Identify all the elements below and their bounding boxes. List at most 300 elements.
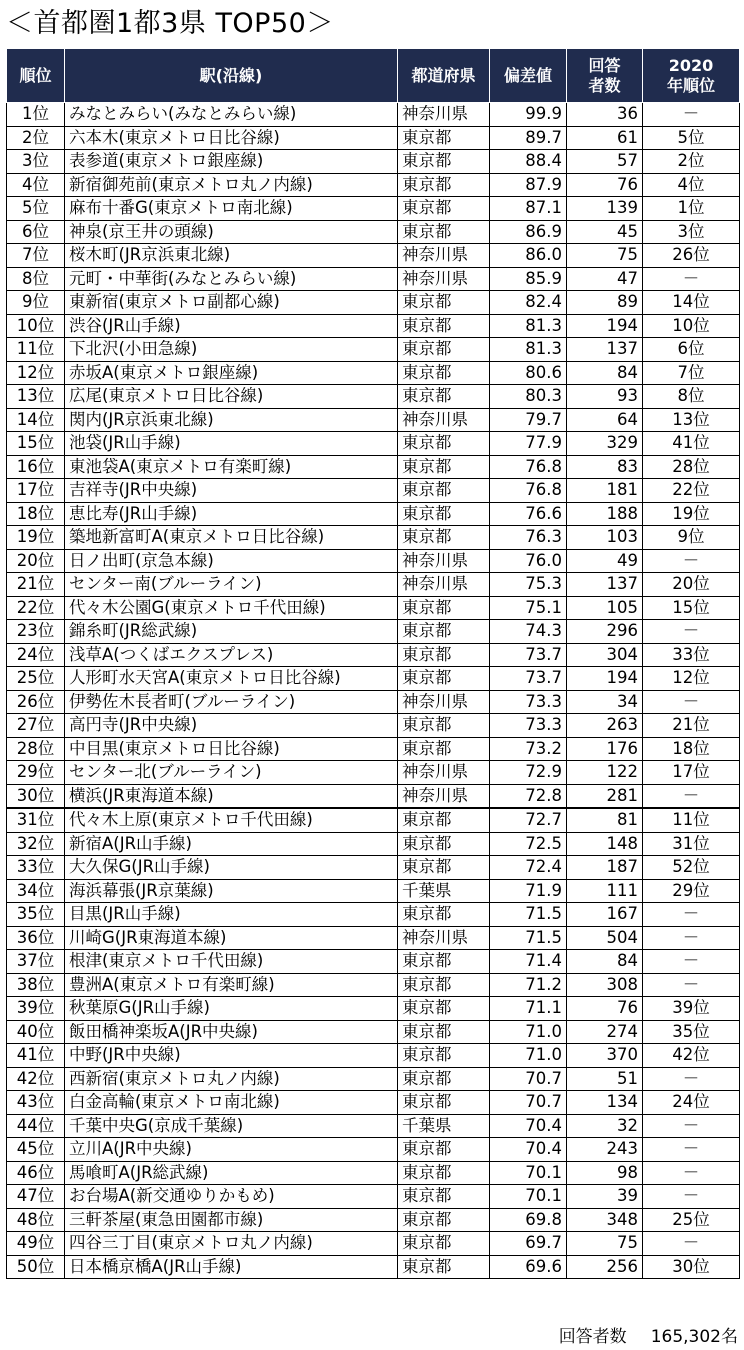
rank-cell: 34位 (7, 879, 65, 903)
prefecture-cell: 東京都 (398, 903, 490, 927)
station-cell: 恵比寿(JR山手線) (65, 502, 398, 526)
station-cell: 三軒茶屋(東急田園都市線) (65, 1208, 398, 1232)
station-cell: 築地新富町A(東京メトロ日比谷線) (65, 526, 398, 550)
deviation-cell: 71.1 (490, 997, 567, 1021)
rank-cell: 10位 (7, 314, 65, 338)
prefecture-cell: 東京都 (398, 361, 490, 385)
deviation-cell: 73.3 (490, 690, 567, 714)
rank-cell: 3位 (7, 150, 65, 174)
respondents-cell: 296 (567, 620, 643, 644)
rank-cell: 41位 (7, 1044, 65, 1068)
header-deviation: 偏差値 (490, 49, 567, 103)
prev-rank-cell: － (643, 1161, 740, 1185)
prev-rank-cell: 7位 (643, 361, 740, 385)
station-cell: 桜木町(JR京浜東北線) (65, 244, 398, 268)
deviation-cell: 73.7 (490, 643, 567, 667)
station-cell: 根津(東京メトロ千代田線) (65, 950, 398, 974)
table-row (7, 1044, 740, 1068)
table-row (7, 479, 740, 503)
respondents-cell: 47 (567, 267, 643, 291)
prev-rank-cell: － (643, 784, 740, 808)
table-row (7, 856, 740, 880)
prefecture-cell: 東京都 (398, 950, 490, 974)
station-cell: 千葉中央G(京成千葉線) (65, 1114, 398, 1138)
station-cell: 元町・中華街(みなとみらい線) (65, 267, 398, 291)
table-row (7, 385, 740, 409)
prefecture-cell: 神奈川県 (398, 926, 490, 950)
station-cell: 大久保G(JR山手線) (65, 856, 398, 880)
rank-cell: 9位 (7, 291, 65, 315)
rank-cell: 29位 (7, 761, 65, 785)
prev-rank-cell: 41位 (643, 432, 740, 456)
table-row (7, 643, 740, 667)
respondents-cell: 98 (567, 1161, 643, 1185)
header-rank: 順位 (7, 49, 65, 103)
rank-cell: 1位 (7, 103, 65, 127)
prev-rank-cell: － (643, 950, 740, 974)
table-row (7, 1114, 740, 1138)
respondents-cell: 243 (567, 1138, 643, 1162)
table-row (7, 903, 740, 927)
respondents-cell: 139 (567, 197, 643, 221)
respondents-cell: 34 (567, 690, 643, 714)
prefecture-cell: 東京都 (398, 432, 490, 456)
deviation-cell: 70.4 (490, 1138, 567, 1162)
respondents-cell: 93 (567, 385, 643, 409)
station-cell: 日ノ出町(京急本線) (65, 549, 398, 573)
rank-cell: 5位 (7, 197, 65, 221)
deviation-cell: 73.3 (490, 714, 567, 738)
respondents-cell: 32 (567, 1114, 643, 1138)
prefecture-cell: 東京都 (398, 126, 490, 150)
prev-rank-cell: 19位 (643, 502, 740, 526)
prev-rank-cell: － (643, 1185, 740, 1209)
rank-cell: 15位 (7, 432, 65, 456)
prefecture-cell: 東京都 (398, 1020, 490, 1044)
rank-cell: 18位 (7, 502, 65, 526)
respondents-cell: 134 (567, 1091, 643, 1115)
station-cell: 新宿御苑前(東京メトロ丸ノ内線) (65, 173, 398, 197)
rank-cell: 17位 (7, 479, 65, 503)
deviation-cell: 86.9 (490, 220, 567, 244)
respondents-cell: 304 (567, 643, 643, 667)
station-cell: 広尾(東京メトロ日比谷線) (65, 385, 398, 409)
deviation-cell: 80.6 (490, 361, 567, 385)
prefecture-cell: 東京都 (398, 1138, 490, 1162)
table-row (7, 573, 740, 597)
prev-rank-cell: 33位 (643, 643, 740, 667)
table-row (7, 784, 740, 808)
deviation-cell: 72.5 (490, 832, 567, 856)
prefecture-cell: 東京都 (398, 1208, 490, 1232)
station-cell: 代々木上原(東京メトロ千代田線) (65, 808, 398, 832)
respondents-cell: 504 (567, 926, 643, 950)
table-row (7, 950, 740, 974)
prev-rank-cell: 25位 (643, 1208, 740, 1232)
respondents-cell: 370 (567, 1044, 643, 1068)
prefecture-cell: 東京都 (398, 973, 490, 997)
table-row (7, 1208, 740, 1232)
respondents-cell: 274 (567, 1020, 643, 1044)
rank-cell: 37位 (7, 950, 65, 974)
prefecture-cell: 東京都 (398, 1232, 490, 1256)
prev-rank-cell: 12位 (643, 667, 740, 691)
prefecture-cell: 東京都 (398, 1091, 490, 1115)
station-cell: 西新宿(東京メトロ丸ノ内線) (65, 1067, 398, 1091)
rank-cell: 30位 (7, 784, 65, 808)
rank-cell: 28位 (7, 737, 65, 761)
respondents-cell: 348 (567, 1208, 643, 1232)
prev-rank-cell: 22位 (643, 479, 740, 503)
table-row (7, 1255, 740, 1279)
prefecture-cell: 東京都 (398, 338, 490, 362)
rank-cell: 40位 (7, 1020, 65, 1044)
respondents-cell: 187 (567, 856, 643, 880)
prev-rank-cell: 39位 (643, 997, 740, 1021)
table-row (7, 1161, 740, 1185)
prev-rank-cell: 5位 (643, 126, 740, 150)
respondents-cell: 39 (567, 1185, 643, 1209)
prev-rank-cell: － (643, 926, 740, 950)
table-row (7, 150, 740, 174)
table-row (7, 338, 740, 362)
prefecture-cell: 神奈川県 (398, 690, 490, 714)
station-cell: 横浜(JR東海道本線) (65, 784, 398, 808)
prev-rank-cell: 30位 (643, 1255, 740, 1279)
station-cell: 下北沢(小田急線) (65, 338, 398, 362)
table-row (7, 197, 740, 221)
prev-rank-cell: 2位 (643, 150, 740, 174)
total-respondents (559, 1322, 738, 1347)
respondents-cell: 263 (567, 714, 643, 738)
table-row (7, 267, 740, 291)
rank-cell: 50位 (7, 1255, 65, 1279)
rank-cell: 49位 (7, 1232, 65, 1256)
station-cell: 中目黒(東京メトロ日比谷線) (65, 737, 398, 761)
table-row (7, 526, 740, 550)
station-cell: 新宿A(JR山手線) (65, 832, 398, 856)
respondents-cell: 256 (567, 1255, 643, 1279)
station-cell: 伊勢佐木長者町(ブルーライン) (65, 690, 398, 714)
prev-rank-cell: 52位 (643, 856, 740, 880)
deviation-cell: 71.0 (490, 1020, 567, 1044)
prefecture-cell: 東京都 (398, 643, 490, 667)
deviation-cell: 73.2 (490, 737, 567, 761)
rank-cell: 38位 (7, 973, 65, 997)
table-row (7, 1067, 740, 1091)
prefecture-cell: 東京都 (398, 997, 490, 1021)
prev-rank-cell: 9位 (643, 526, 740, 550)
station-cell: 東池袋A(東京メトロ有楽町線) (65, 455, 398, 479)
prefecture-cell: 東京都 (398, 856, 490, 880)
station-cell: センター南(ブルーライン) (65, 573, 398, 597)
prev-rank-cell: － (643, 690, 740, 714)
station-cell: 麻布十番G(東京メトロ南北線) (65, 197, 398, 221)
table-row (7, 737, 740, 761)
prev-rank-cell: － (643, 1114, 740, 1138)
station-cell: 豊洲A(東京メトロ有楽町線) (65, 973, 398, 997)
station-cell: 東新宿(東京メトロ副都心線) (65, 291, 398, 315)
rank-cell: 44位 (7, 1114, 65, 1138)
respondents-cell: 83 (567, 455, 643, 479)
prefecture-cell: 神奈川県 (398, 761, 490, 785)
respondents-cell: 137 (567, 338, 643, 362)
deviation-cell: 70.7 (490, 1067, 567, 1091)
prev-rank-cell: 8位 (643, 385, 740, 409)
deviation-cell: 76.8 (490, 479, 567, 503)
prev-rank-cell: － (643, 103, 740, 127)
prev-rank-cell: 21位 (643, 714, 740, 738)
prefecture-cell: 東京都 (398, 385, 490, 409)
deviation-cell: 70.1 (490, 1185, 567, 1209)
rank-cell: 31位 (7, 808, 65, 832)
station-cell: 馬喰町A(JR総武線) (65, 1161, 398, 1185)
prev-rank-cell: 35位 (643, 1020, 740, 1044)
rank-cell: 36位 (7, 926, 65, 950)
rank-cell: 2位 (7, 126, 65, 150)
prefecture-cell: 東京都 (398, 197, 490, 221)
respondents-cell: 103 (567, 526, 643, 550)
rank-cell: 48位 (7, 1208, 65, 1232)
respondents-cell: 64 (567, 408, 643, 432)
table-row (7, 455, 740, 479)
station-cell: お台場A(新交通ゆりかもめ) (65, 1185, 398, 1209)
table-row (7, 808, 740, 832)
deviation-cell: 70.4 (490, 1114, 567, 1138)
prefecture-cell: 神奈川県 (398, 573, 490, 597)
rank-cell: 26位 (7, 690, 65, 714)
station-cell: 人形町水天宮A(東京メトロ日比谷線) (65, 667, 398, 691)
respondents-cell: 105 (567, 596, 643, 620)
table-row (7, 761, 740, 785)
deviation-cell: 75.1 (490, 596, 567, 620)
table-row (7, 1185, 740, 1209)
prev-rank-cell: － (643, 620, 740, 644)
respondents-cell: 49 (567, 549, 643, 573)
respondents-cell: 181 (567, 479, 643, 503)
respondents-cell: 194 (567, 667, 643, 691)
prefecture-cell: 東京都 (398, 150, 490, 174)
header-prefecture: 都道府県 (398, 49, 490, 103)
respondents-cell: 148 (567, 832, 643, 856)
rank-cell: 46位 (7, 1161, 65, 1185)
table-row (7, 173, 740, 197)
deviation-cell: 81.3 (490, 314, 567, 338)
deviation-cell: 71.5 (490, 903, 567, 927)
respondents-cell: 36 (567, 103, 643, 127)
rank-cell: 39位 (7, 997, 65, 1021)
rank-cell: 45位 (7, 1138, 65, 1162)
deviation-cell: 88.4 (490, 150, 567, 174)
prev-rank-cell: 29位 (643, 879, 740, 903)
table-row (7, 314, 740, 338)
deviation-cell: 70.1 (490, 1161, 567, 1185)
rank-cell: 11位 (7, 338, 65, 362)
deviation-cell: 69.7 (490, 1232, 567, 1256)
prefecture-cell: 東京都 (398, 291, 490, 315)
table-row (7, 1020, 740, 1044)
deviation-cell: 77.9 (490, 432, 567, 456)
rank-cell: 13位 (7, 385, 65, 409)
prefecture-cell: 東京都 (398, 620, 490, 644)
table-row (7, 502, 740, 526)
prev-rank-cell: 17位 (643, 761, 740, 785)
page-title: ＜首都圏1都3県 TOP50＞ (6, 8, 334, 39)
station-cell: 錦糸町(JR総武線) (65, 620, 398, 644)
deviation-cell: 86.0 (490, 244, 567, 268)
station-cell: 赤坂A(東京メトロ銀座線) (65, 361, 398, 385)
deviation-cell: 87.1 (490, 197, 567, 221)
table-row (7, 361, 740, 385)
table-row (7, 620, 740, 644)
rank-cell: 47位 (7, 1185, 65, 1209)
respondents-cell: 137 (567, 573, 643, 597)
prefecture-cell: 神奈川県 (398, 549, 490, 573)
respondents-cell: 61 (567, 126, 643, 150)
header-station: 駅(沿線) (65, 49, 398, 103)
respondents-cell: 75 (567, 1232, 643, 1256)
prev-rank-cell: － (643, 1138, 740, 1162)
table-row (7, 1091, 740, 1115)
respondents-cell: 89 (567, 291, 643, 315)
table-row (7, 432, 740, 456)
respondents-cell: 76 (567, 997, 643, 1021)
station-cell: 秋葉原G(JR山手線) (65, 997, 398, 1021)
respondents-cell: 329 (567, 432, 643, 456)
table-row (7, 103, 740, 127)
total-respondents-value: 165,302名 (650, 1327, 738, 1347)
rank-cell: 42位 (7, 1067, 65, 1091)
table-row (7, 973, 740, 997)
respondents-cell: 75 (567, 244, 643, 268)
rank-cell: 4位 (7, 173, 65, 197)
deviation-cell: 75.3 (490, 573, 567, 597)
deviation-cell: 76.0 (490, 549, 567, 573)
prev-rank-cell: 24位 (643, 1091, 740, 1115)
rank-cell: 33位 (7, 856, 65, 880)
deviation-cell: 89.7 (490, 126, 567, 150)
prefecture-cell: 神奈川県 (398, 784, 490, 808)
prev-rank-cell: 11位 (643, 808, 740, 832)
prefecture-cell: 東京都 (398, 479, 490, 503)
prefecture-cell: 東京都 (398, 502, 490, 526)
prefecture-cell: 東京都 (398, 455, 490, 479)
deviation-cell: 71.0 (490, 1044, 567, 1068)
prefecture-cell: 神奈川県 (398, 244, 490, 268)
prefecture-cell: 東京都 (398, 220, 490, 244)
prev-rank-cell: 18位 (643, 737, 740, 761)
header-respondents: 回答者数 (567, 49, 643, 103)
table-row (7, 220, 740, 244)
deviation-cell: 74.3 (490, 620, 567, 644)
header-prev-rank: 2020年順位 (643, 49, 740, 103)
deviation-cell: 99.9 (490, 103, 567, 127)
station-cell: 海浜幕張(JR京葉線) (65, 879, 398, 903)
table-row (7, 690, 740, 714)
deviation-cell: 79.7 (490, 408, 567, 432)
deviation-cell: 82.4 (490, 291, 567, 315)
respondents-cell: 45 (567, 220, 643, 244)
respondents-cell: 57 (567, 150, 643, 174)
deviation-cell: 73.7 (490, 667, 567, 691)
prefecture-cell: 東京都 (398, 714, 490, 738)
station-cell: 目黒(JR山手線) (65, 903, 398, 927)
prefecture-cell: 東京都 (398, 1161, 490, 1185)
rank-cell: 8位 (7, 267, 65, 291)
prefecture-cell: 神奈川県 (398, 103, 490, 127)
station-cell: みなとみらい(みなとみらい線) (65, 103, 398, 127)
rank-cell: 23位 (7, 620, 65, 644)
rank-cell: 6位 (7, 220, 65, 244)
deviation-cell: 71.2 (490, 973, 567, 997)
ranking-table (6, 48, 740, 1279)
respondents-cell: 51 (567, 1067, 643, 1091)
rank-cell: 16位 (7, 455, 65, 479)
table-row (7, 714, 740, 738)
respondents-cell: 188 (567, 502, 643, 526)
station-cell: 代々木公園G(東京メトロ千代田線) (65, 596, 398, 620)
prev-rank-cell: 15位 (643, 596, 740, 620)
rank-cell: 22位 (7, 596, 65, 620)
station-cell: 飯田橋神楽坂A(JR中央線) (65, 1020, 398, 1044)
station-cell: 吉祥寺(JR中央線) (65, 479, 398, 503)
station-cell: 神泉(京王井の頭線) (65, 220, 398, 244)
deviation-cell: 76.3 (490, 526, 567, 550)
prev-rank-cell: 1位 (643, 197, 740, 221)
prev-rank-cell: － (643, 973, 740, 997)
respondents-cell: 194 (567, 314, 643, 338)
prev-rank-cell: 4位 (643, 173, 740, 197)
rank-cell: 32位 (7, 832, 65, 856)
station-cell: 高円寺(JR中央線) (65, 714, 398, 738)
prefecture-cell: 東京都 (398, 1044, 490, 1068)
prev-rank-cell: － (643, 1067, 740, 1091)
station-cell: 白金高輪(東京メトロ南北線) (65, 1091, 398, 1115)
prev-rank-cell: 14位 (643, 291, 740, 315)
respondents-cell: 84 (567, 361, 643, 385)
prefecture-cell: 東京都 (398, 526, 490, 550)
table-row (7, 667, 740, 691)
rank-cell: 25位 (7, 667, 65, 691)
table-row (7, 1232, 740, 1256)
station-cell: 六本木(東京メトロ日比谷線) (65, 126, 398, 150)
station-cell: 四谷三丁目(東京メトロ丸ノ内線) (65, 1232, 398, 1256)
deviation-cell: 71.9 (490, 879, 567, 903)
deviation-cell: 70.7 (490, 1091, 567, 1115)
deviation-cell: 72.7 (490, 808, 567, 832)
table-row (7, 244, 740, 268)
table-row (7, 926, 740, 950)
prev-rank-cell: － (643, 903, 740, 927)
prev-rank-cell: 6位 (643, 338, 740, 362)
deviation-cell: 71.5 (490, 926, 567, 950)
station-cell: センター北(ブルーライン) (65, 761, 398, 785)
prev-rank-cell: 26位 (643, 244, 740, 268)
station-cell: 立川A(JR中央線) (65, 1138, 398, 1162)
station-cell: 中野(JR中央線) (65, 1044, 398, 1068)
deviation-cell: 76.6 (490, 502, 567, 526)
prefecture-cell: 千葉県 (398, 1114, 490, 1138)
table-row (7, 997, 740, 1021)
respondents-cell: 81 (567, 808, 643, 832)
rank-cell: 35位 (7, 903, 65, 927)
rank-cell: 43位 (7, 1091, 65, 1115)
respondents-cell: 176 (567, 737, 643, 761)
deviation-cell: 69.8 (490, 1208, 567, 1232)
table-row (7, 408, 740, 432)
prefecture-cell: 東京都 (398, 667, 490, 691)
prev-rank-cell: 3位 (643, 220, 740, 244)
